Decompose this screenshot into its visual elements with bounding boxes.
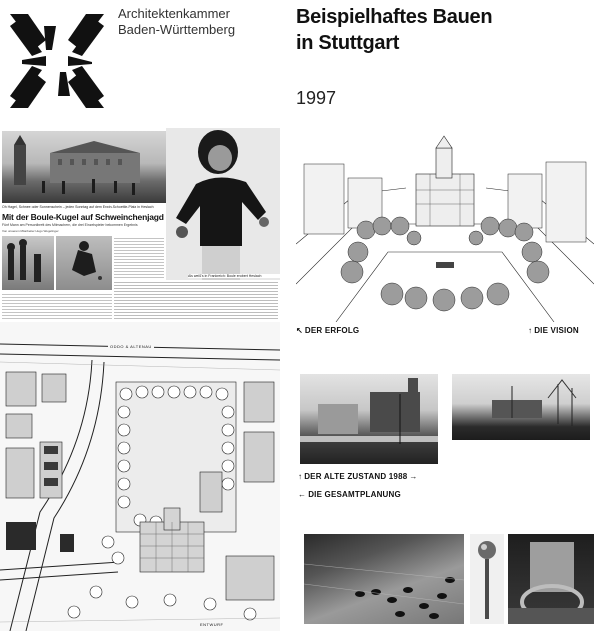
label-alte-zustand	[298, 472, 420, 481]
old-state-photo-church	[300, 374, 438, 464]
bird-sculptures-photo	[304, 534, 464, 624]
player-photo-caption: Als weiß's in Frankreich: Boule erobert Heslach	[188, 274, 280, 278]
left-arrow-icon: ←	[298, 490, 307, 499]
vision-perspective-drawing	[296, 134, 594, 322]
bollard-ball	[470, 534, 504, 624]
site-plan-drawing	[0, 322, 280, 631]
site-plan	[0, 322, 280, 631]
label-der-erfolg	[296, 326, 359, 335]
stone-ring-photo	[508, 534, 594, 624]
clipping-top-caption: Oh Hagel, Schnee oder Sonnenschein – jeden Sonntag auf dem Erwin-Schoettle-Platz in Heslach	[2, 205, 154, 209]
clipping-text-left	[2, 292, 112, 320]
up-arrow-icon: ↑	[528, 326, 533, 335]
clipping-subhead: Fünf Mann am Personlbrett des Mitmachern, die drei Einzelspieler bekommen Ergebnis	[2, 223, 138, 227]
crowd-photo	[2, 236, 54, 290]
label-gesamtplanung	[298, 490, 401, 499]
street-photo	[2, 131, 166, 203]
org-name-line1: Architektenkammer	[118, 6, 230, 21]
boule-player-photo	[166, 128, 280, 280]
clipping-byline: Von unserem Mitarbeiter Hugo Wegelinger	[2, 229, 59, 233]
header-panel	[0, 0, 280, 128]
erfolg-text: DER ERFOLG	[304, 326, 360, 335]
up-arrow-icon: ↑	[298, 472, 303, 481]
old-state-photo-square	[452, 374, 590, 440]
church-street-scene	[300, 374, 438, 464]
label-die-vision	[528, 326, 579, 335]
plan-street-label: ODDO & ALTENAU	[110, 344, 152, 349]
up-left-arrow-icon: ↖	[296, 326, 303, 335]
perspective-sketch	[296, 134, 594, 322]
clipping-text-mid	[114, 236, 164, 278]
vertical-divider	[282, 0, 292, 631]
page-title-line2: in Stuttgart	[296, 32, 400, 54]
square-street-scene	[452, 374, 590, 440]
clipping-headline: Mit der Boule-Kugel auf Schweinchenjagd	[2, 212, 164, 222]
page-title-line1: Beispielhaftes Bauen	[296, 6, 493, 28]
org-name-line2: Baden-Württemberg	[118, 22, 236, 37]
player-figure	[166, 128, 280, 280]
alte-zustand-text: DER ALTE ZUSTAND 1988	[304, 472, 408, 481]
architektenkammer-logo	[2, 6, 112, 116]
right-arrow-icon: →	[409, 472, 418, 481]
bollard-ball-photo	[470, 534, 504, 624]
gesamtplanung-text: DIE GESAMTPLANUNG	[308, 490, 401, 499]
stone-ring	[508, 534, 594, 624]
bird-sculptures	[304, 534, 464, 624]
page-year: 1997	[296, 88, 337, 108]
plan-entwurf-label: ENTWURF	[200, 622, 224, 627]
clipping-text-columns	[114, 280, 278, 320]
vision-text: DIE VISION	[534, 326, 579, 335]
crowd-figures	[2, 236, 54, 290]
street-scene	[2, 131, 166, 203]
newspaper-clipping	[0, 128, 280, 322]
kneeling-figure	[56, 236, 112, 290]
kneeling-player-photo	[56, 236, 112, 290]
title-panel	[292, 0, 600, 130]
